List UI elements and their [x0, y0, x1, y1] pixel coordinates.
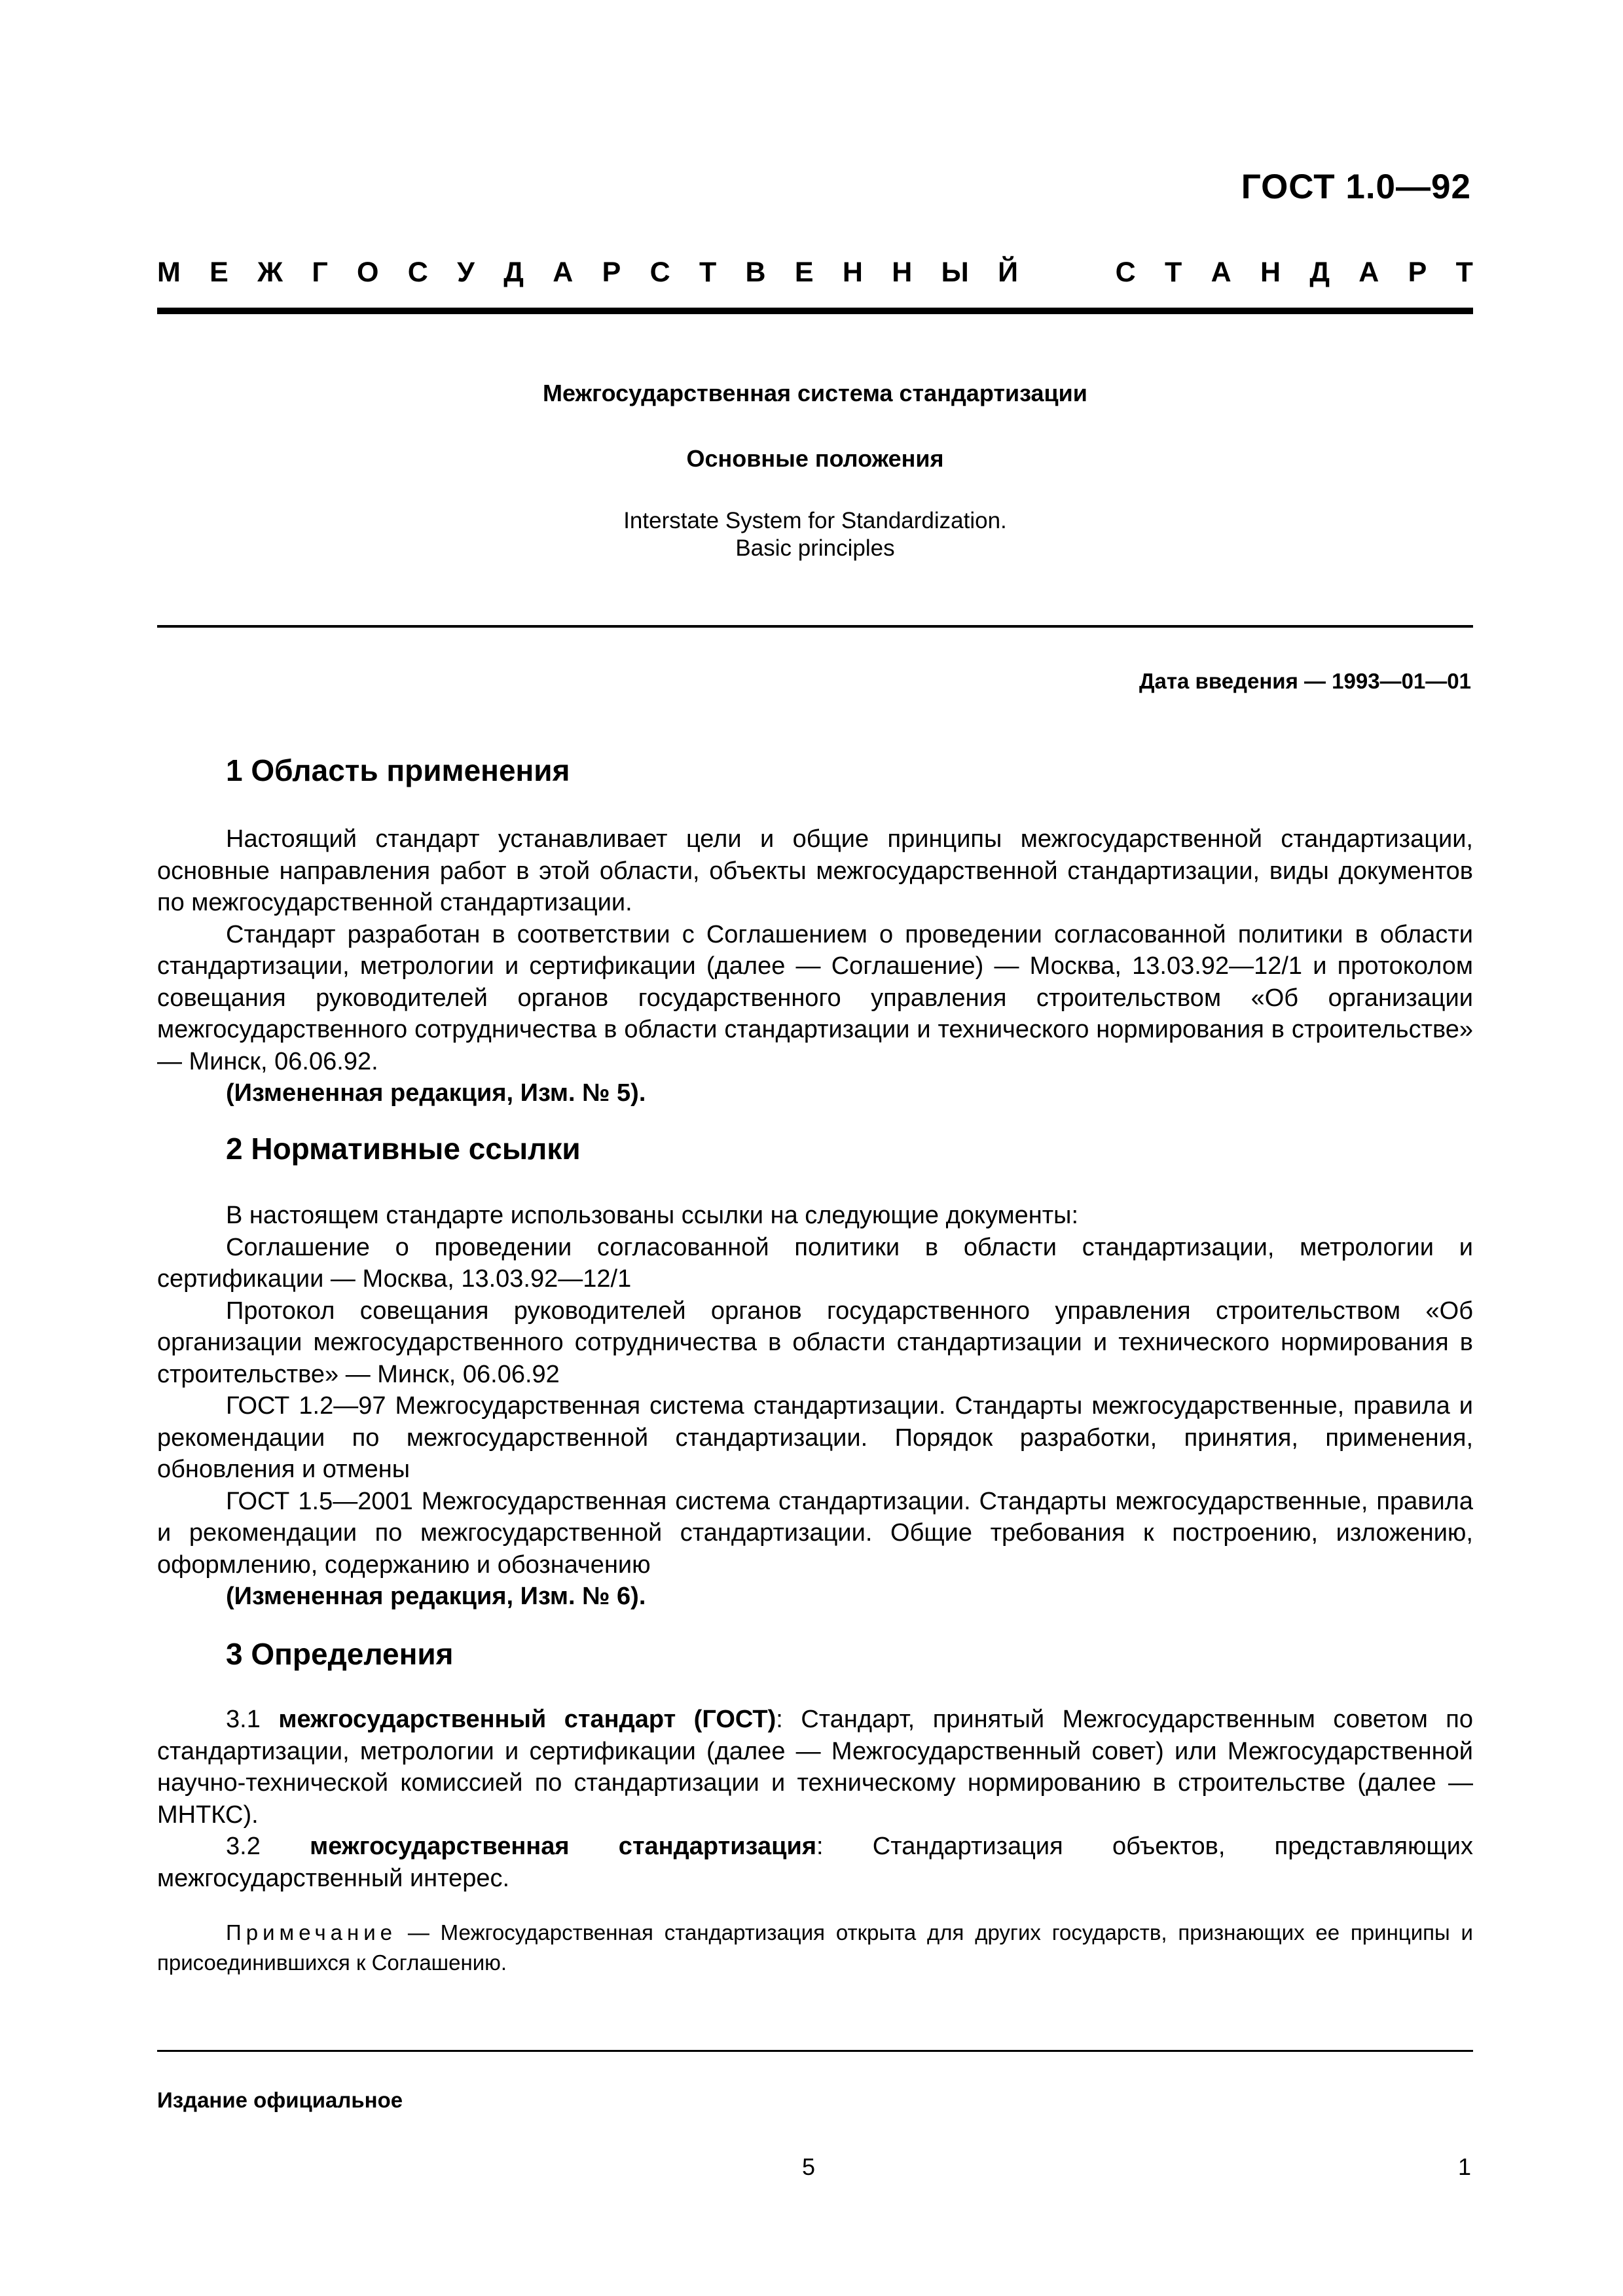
banner-letter: У [457, 257, 475, 288]
page-number-right: 1 [1457, 2153, 1471, 2180]
note-label: Примечание [226, 1920, 397, 1945]
title-english-line1: Interstate System for Standardization. [623, 508, 1007, 533]
banner-letter: Р [1408, 257, 1427, 288]
banner-letter: Ы [941, 257, 969, 288]
banner-letter: С [649, 257, 670, 288]
banner-letter: А [1211, 257, 1231, 288]
section-3-heading: 3 Определения [226, 1637, 454, 1671]
title-english-line2: Basic principles [735, 535, 895, 561]
section-1-amendment: (Измененная редакция, Изм. № 5). [226, 1079, 646, 1107]
definition-text: : Стандарт, принятый Межгосударственным советом по стандартизации, метрологии и сертификации (далее — Межгосударственный совет) или Межгосударственной научно-технической комиссией по стандартизации и техническому нормированию в строительстве (далее — МНТКС). [157, 1706, 1474, 1829]
definition-3-1 [157, 1704, 1473, 1831]
banner-letter: С [407, 257, 428, 288]
title-system: Межгосударственная система стандартизации [543, 380, 1087, 406]
standard-code: ГОСТ 1.0—92 [1241, 168, 1471, 206]
official-edition-label: Издание официальное [157, 2088, 403, 2112]
banner-letter: Р [602, 257, 621, 288]
section-3-body [157, 1704, 1473, 1894]
banner-letter: Ж [257, 257, 283, 288]
section-2-paragraph-5: ГОСТ 1.5—2001 Межгосударственная система стандартизации. Стандарты межгосударственные, правила и рекомендации по межгосударственной стандартизации. Общие требования к построению, изложению, оформлению, содержанию и обозначению [157, 1487, 1473, 1579]
banner-letter: Й [998, 257, 1018, 288]
definition-3-2 [157, 1831, 1473, 1894]
title-main: Основные положения [686, 445, 944, 472]
section-2-amendment: (Измененная редакция, Изм. № 6). [226, 1583, 646, 1610]
banner-letter: Н [1260, 257, 1281, 288]
banner-letter: Н [892, 257, 913, 288]
definition-number: 3.2 [226, 1833, 261, 1860]
banner-letter: А [553, 257, 574, 288]
introduction-date: Дата введения — 1993—01—01 [1139, 669, 1471, 693]
banner-letter: В [745, 257, 766, 288]
banner-letter: Т [1164, 257, 1182, 288]
section-2-paragraph-4: ГОСТ 1.2—97 Межгосударственная система стандартизации. Стандарты межгосударственные, правила и рекомендации по межгосударственной стандартизации. Порядок разработки, принятия, применения, обновления и отмены [157, 1392, 1473, 1483]
section-2-paragraph-2: Соглашение о проведении согласованной политики в области стандартизации, метрологии и сертификации — Москва, 13.03.92—12/1 [157, 1233, 1473, 1293]
banner-letter: Е [210, 257, 228, 288]
footer-divider [157, 2050, 1473, 2052]
standard-banner [157, 257, 1473, 289]
banner-letter: О [357, 257, 379, 288]
banner-letter: Е [794, 257, 814, 288]
banner-letter: Д [1309, 257, 1330, 288]
definition-term: межгосударственный стандарт (ГОСТ) [278, 1706, 776, 1733]
banner-letter: С [1115, 257, 1136, 288]
note-text: — Межгосударственная стандартизация открыта для других государств, признающих ее принципы и присоединившихся к Соглашению. [157, 1920, 1473, 1975]
banner-letter: Т [1455, 257, 1473, 288]
banner-word-gap [1047, 257, 1086, 289]
banner-letter: Г [312, 257, 328, 288]
title-divider [157, 625, 1473, 628]
banner-letter: А [1359, 257, 1379, 288]
definition-text: : Стандартизация объектов, представляющих межгосударственный интерес. [157, 1833, 1474, 1892]
banner-letter: Н [842, 257, 863, 288]
section-2-heading: 2 Нормативные ссылки [226, 1132, 581, 1166]
section-1-heading: 1 Область применения [226, 753, 570, 787]
section-2-paragraph-3: Протокол совещания руководителей органов государственного управления строительством «Об организации межгосударственного сотрудничества в области стандартизации и технического нормирования в строительстве» — Минск, 06.06.92 [157, 1297, 1473, 1388]
section-2-paragraph-1: В настоящем стандарте использованы ссылки на следующие документы: [226, 1202, 1079, 1229]
section-2-body [157, 1200, 1473, 1613]
header-divider [157, 308, 1473, 314]
title-english [157, 507, 1473, 562]
definition-number: 3.1 [226, 1706, 261, 1733]
page-number-center: 5 [802, 2153, 816, 2180]
section-1-paragraph-1: Настоящий стандарт устанавливает цели и общие принципы межгосударственной стандартизации, основные направления работ в этой области, объекты межгосударственной стандартизации, виды документов по межгосударственной стандартизации. [157, 825, 1473, 916]
section-1-paragraph-2: Стандарт разработан в соответствии с Соглашением о проведении согласованной политики в области стандартизации, метрологии и сертификации (далее — Соглашение) — Москва, 13.03.92—12/1 и протоколом совещания руководителей органов государственного управления строительством «Об организации межгосударственного сотрудничества в области стандартизации и технического нормирования в строительстве» — Минск, 06.06.92. [157, 920, 1473, 1075]
definition-term: межгосударственная стандартизация [310, 1833, 816, 1860]
banner-letter: М [157, 257, 181, 288]
section-1-body [157, 823, 1473, 1109]
banner-letter: Т [699, 257, 717, 288]
note [157, 1918, 1473, 1978]
banner-letter: Д [503, 257, 524, 288]
